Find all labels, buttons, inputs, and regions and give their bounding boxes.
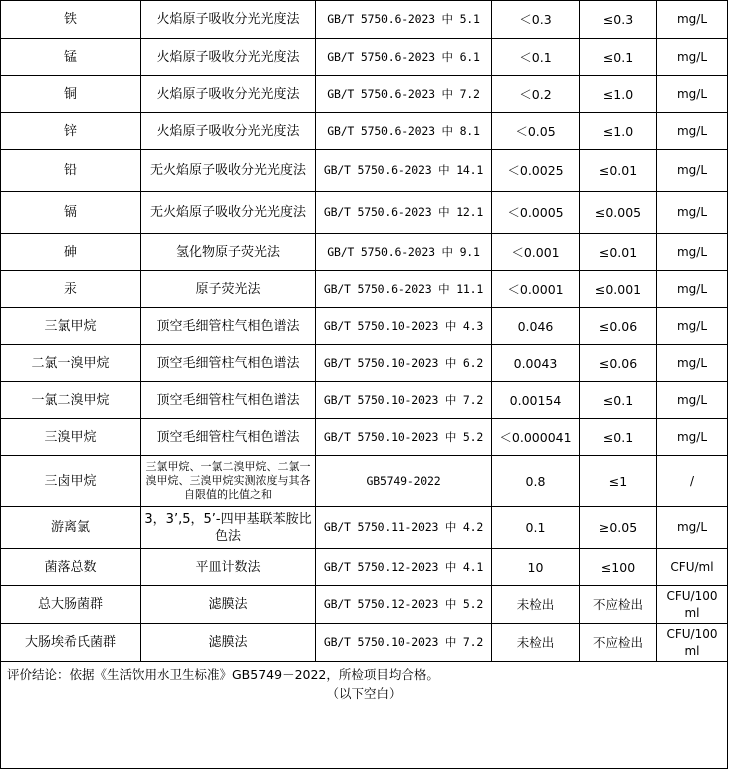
standard-cell: GB/T 5750.12-2023 中 4.1 — [316, 549, 492, 586]
method-cell: 顶空毛细管柱气相色谱法 — [141, 308, 316, 345]
standard-cell: GB/T 5750.6-2023 中 7.2 — [316, 76, 492, 113]
standard-cell: GB/T 5750.10-2023 中 6.2 — [316, 345, 492, 382]
result-cell: 未检出 — [492, 624, 580, 662]
item-cell: 游离氯 — [1, 507, 141, 549]
unit-cell: CFU/100 ml — [657, 624, 728, 662]
item-cell: 二氯一溴甲烷 — [1, 345, 141, 382]
result-cell: ＜0.001 — [492, 234, 580, 271]
method-cell: 无火焰原子吸收分光光度法 — [141, 192, 316, 234]
table-row — [1, 624, 728, 662]
item-cell: 三氯甲烷 — [1, 308, 141, 345]
item-cell: 锌 — [1, 113, 141, 150]
method-cell: 滤膜法 — [141, 586, 316, 624]
unit-cell: mg/L — [657, 192, 728, 234]
standard-cell: GB/T 5750.6-2023 中 8.1 — [316, 113, 492, 150]
method-cell: 3，3’,5，5’-四甲基联苯胺比色法 — [141, 507, 316, 549]
limit-cell: 不应检出 — [580, 586, 657, 624]
method-cell: 滤膜法 — [141, 624, 316, 662]
result-cell: ＜0.05 — [492, 113, 580, 150]
standard-cell: GB/T 5750.12-2023 中 5.2 — [316, 586, 492, 624]
limit-cell: ≤0.1 — [580, 419, 657, 456]
unit-cell: mg/L — [657, 76, 728, 113]
method-cell: 三氯甲烷、一氯二溴甲烷、二氯一溴甲烷、三溴甲烷实测浓度与其各自限值的比值之和 — [141, 456, 316, 507]
unit-cell: mg/L — [657, 113, 728, 150]
item-cell: 砷 — [1, 234, 141, 271]
item-cell: 汞 — [1, 271, 141, 308]
method-cell: 火焰原子吸收分光光度法 — [141, 113, 316, 150]
table-row — [1, 419, 728, 456]
item-cell: 三卤甲烷 — [1, 456, 141, 507]
unit-cell: mg/L — [657, 1, 728, 39]
result-cell: 未检出 — [492, 586, 580, 624]
unit-cell: mg/L — [657, 271, 728, 308]
standard-cell: GB/T 5750.6-2023 中 9.1 — [316, 234, 492, 271]
method-cell: 火焰原子吸收分光光度法 — [141, 76, 316, 113]
unit-cell: mg/L — [657, 345, 728, 382]
unit-cell: / — [657, 456, 728, 507]
method-cell: 顶空毛细管柱气相色谱法 — [141, 382, 316, 419]
limit-cell: ≤0.3 — [580, 1, 657, 39]
method-cell: 火焰原子吸收分光光度法 — [141, 1, 316, 39]
item-cell: 铅 — [1, 150, 141, 192]
standard-cell: GB/T 5750.10-2023 中 7.2 — [316, 382, 492, 419]
limit-cell: ≤0.06 — [580, 308, 657, 345]
item-cell: 铁 — [1, 1, 141, 39]
evaluation-conclusion: 评价结论：依据《生活饮用水卫生标准》GB5749－2022，所检项目均合格。 — [7, 667, 439, 682]
table-row — [1, 382, 728, 419]
result-cell: ＜0.3 — [492, 1, 580, 39]
result-cell: ＜0.2 — [492, 76, 580, 113]
table-row — [1, 507, 728, 549]
method-cell: 火焰原子吸收分光光度法 — [141, 39, 316, 76]
unit-cell: mg/L — [657, 382, 728, 419]
result-cell: 0.8 — [492, 456, 580, 507]
result-cell: ＜0.0005 — [492, 192, 580, 234]
standard-cell: GB/T 5750.6-2023 中 12.1 — [316, 192, 492, 234]
unit-cell: mg/L — [657, 39, 728, 76]
method-cell: 顶空毛细管柱气相色谱法 — [141, 345, 316, 382]
table-row — [1, 39, 728, 76]
unit-cell: mg/L — [657, 308, 728, 345]
limit-cell: ≤0.005 — [580, 192, 657, 234]
method-cell: 顶空毛细管柱气相色谱法 — [141, 419, 316, 456]
blank-below-note: （以下空白） — [326, 686, 402, 701]
standard-cell: GB5749-2022 — [316, 456, 492, 507]
limit-cell: ≤0.06 — [580, 345, 657, 382]
conclusion-row — [1, 662, 728, 769]
method-cell: 氢化物原子荧光法 — [141, 234, 316, 271]
standard-cell: GB/T 5750.6-2023 中 6.1 — [316, 39, 492, 76]
unit-cell: mg/L — [657, 507, 728, 549]
method-cell: 原子荧光法 — [141, 271, 316, 308]
result-cell: ＜0.0001 — [492, 271, 580, 308]
standard-cell: GB/T 5750.6-2023 中 5.1 — [316, 1, 492, 39]
unit-cell: CFU/ml — [657, 549, 728, 586]
table-row — [1, 1, 728, 39]
table-row — [1, 345, 728, 382]
table-row — [1, 234, 728, 271]
standard-cell: GB/T 5750.10-2023 中 5.2 — [316, 419, 492, 456]
table-body — [1, 1, 728, 662]
standard-cell: GB/T 5750.6-2023 中 14.1 — [316, 150, 492, 192]
unit-cell: mg/L — [657, 419, 728, 456]
table-row — [1, 76, 728, 113]
table-row — [1, 113, 728, 150]
table-row — [1, 271, 728, 308]
unit-cell: mg/L — [657, 150, 728, 192]
result-cell: 0.046 — [492, 308, 580, 345]
limit-cell: 不应检出 — [580, 624, 657, 662]
result-cell: ＜0.1 — [492, 39, 580, 76]
conclusion-cell — [1, 662, 728, 769]
table-row — [1, 150, 728, 192]
table-row — [1, 308, 728, 345]
item-cell: 锰 — [1, 39, 141, 76]
standard-cell: GB/T 5750.10-2023 中 7.2 — [316, 624, 492, 662]
item-cell: 镉 — [1, 192, 141, 234]
standard-cell: GB/T 5750.6-2023 中 11.1 — [316, 271, 492, 308]
standard-cell: GB/T 5750.11-2023 中 4.2 — [316, 507, 492, 549]
limit-cell: ≤100 — [580, 549, 657, 586]
result-cell: 0.00154 — [492, 382, 580, 419]
table-row — [1, 192, 728, 234]
unit-cell: mg/L — [657, 234, 728, 271]
standard-cell: GB/T 5750.10-2023 中 4.3 — [316, 308, 492, 345]
item-cell: 大肠埃希氏菌群 — [1, 624, 141, 662]
item-cell: 菌落总数 — [1, 549, 141, 586]
result-cell: ＜0.0025 — [492, 150, 580, 192]
limit-cell: ≤0.001 — [580, 271, 657, 308]
item-cell: 三溴甲烷 — [1, 419, 141, 456]
table-row — [1, 549, 728, 586]
table-row — [1, 586, 728, 624]
limit-cell: ≤1.0 — [580, 113, 657, 150]
result-cell: ＜0.000041 — [492, 419, 580, 456]
method-cell: 无火焰原子吸收分光光度法 — [141, 150, 316, 192]
limit-cell: ≤1 — [580, 456, 657, 507]
limit-cell: ≤0.1 — [580, 39, 657, 76]
limit-cell: ≤0.01 — [580, 150, 657, 192]
unit-cell: CFU/100 ml — [657, 586, 728, 624]
table-row — [1, 456, 728, 507]
result-cell: 0.1 — [492, 507, 580, 549]
item-cell: 总大肠菌群 — [1, 586, 141, 624]
item-cell: 铜 — [1, 76, 141, 113]
item-cell: 一氯二溴甲烷 — [1, 382, 141, 419]
limit-cell: ≤0.1 — [580, 382, 657, 419]
limit-cell: ≥0.05 — [580, 507, 657, 549]
limit-cell: ≤0.01 — [580, 234, 657, 271]
result-cell: 10 — [492, 549, 580, 586]
limit-cell: ≤1.0 — [580, 76, 657, 113]
method-cell: 平皿计数法 — [141, 549, 316, 586]
result-cell: 0.0043 — [492, 345, 580, 382]
